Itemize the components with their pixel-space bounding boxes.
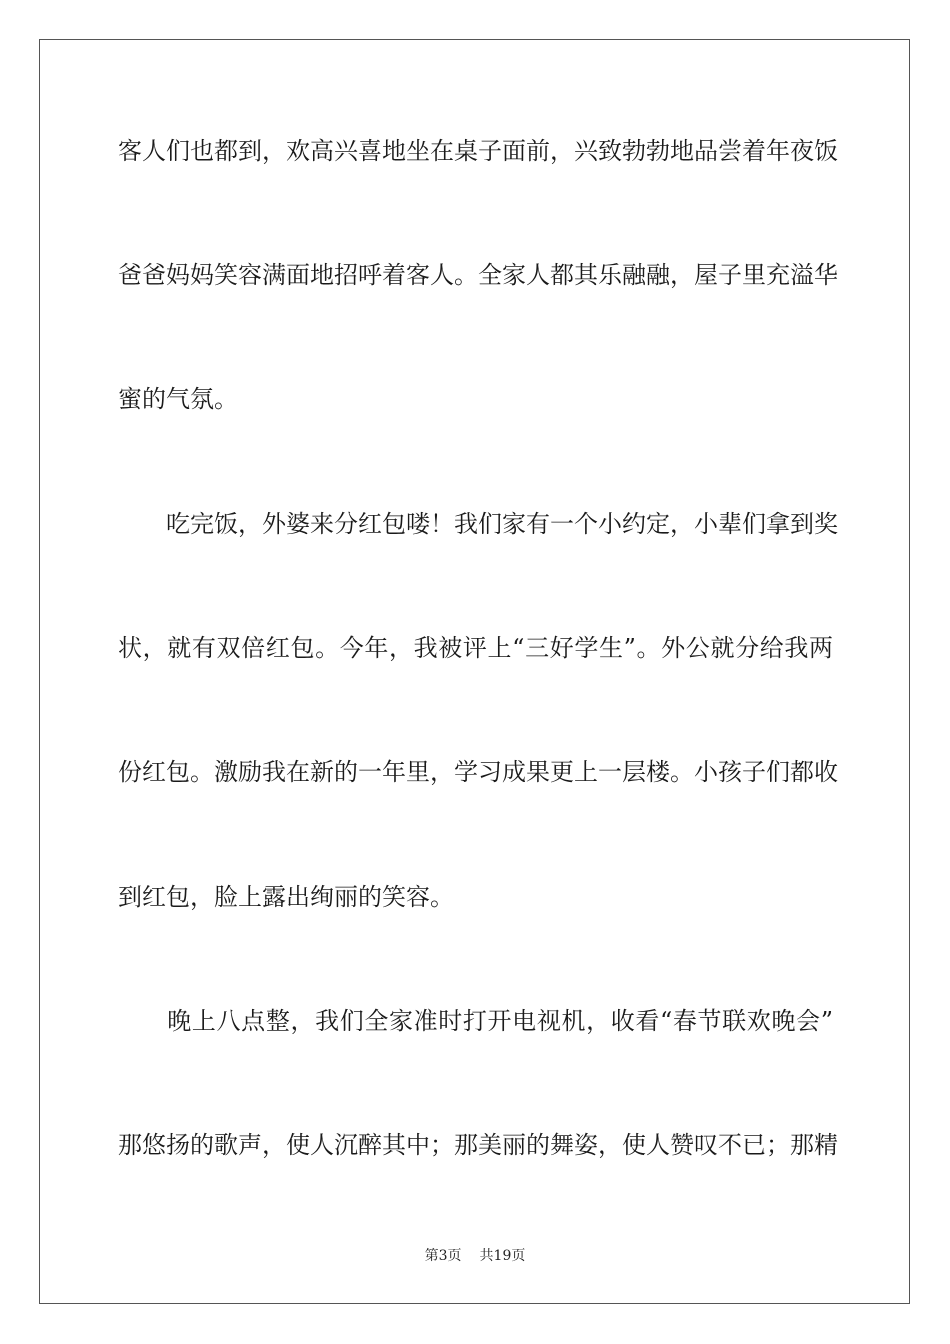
text-line: 客人们也都到，欢高兴喜地坐在桌子面前，兴致勃勃地品尝着年夜饭 [118,137,838,165]
text-line: 那悠扬的歌声，使人沉醉其中；那美丽的舞姿，使人赞叹不已；那精 [118,1131,838,1159]
page-footer [0,1247,950,1265]
text-line: 状，就有双倍红包。今年，我被评上“三好学生”。外公就分给我两 [118,634,833,662]
text-line: 份红包。激励我在新的一年里，学习成果更上一层楼。小孩子们都收 [118,758,838,786]
text-line: 到红包，脸上露出绚丽的笑容。 [118,883,454,911]
text-line: 蜜的气氛。 [118,385,238,413]
text-line: 吃完饭，外婆来分红包喽！我们家有一个小约定，小辈们拿到奖 [118,510,838,538]
page-border [39,39,910,1304]
page-number: 第3页 [424,1248,462,1264]
total-pages: 共19页 [479,1248,526,1264]
text-line: 爸爸妈妈笑容满面地招呼着客人。全家人都其乐融融，屋子里充溢华 [118,261,838,289]
text-line: 晚上八点整，我们全家准时打开电视机，收看“春节联欢晚会” [118,1007,833,1035]
